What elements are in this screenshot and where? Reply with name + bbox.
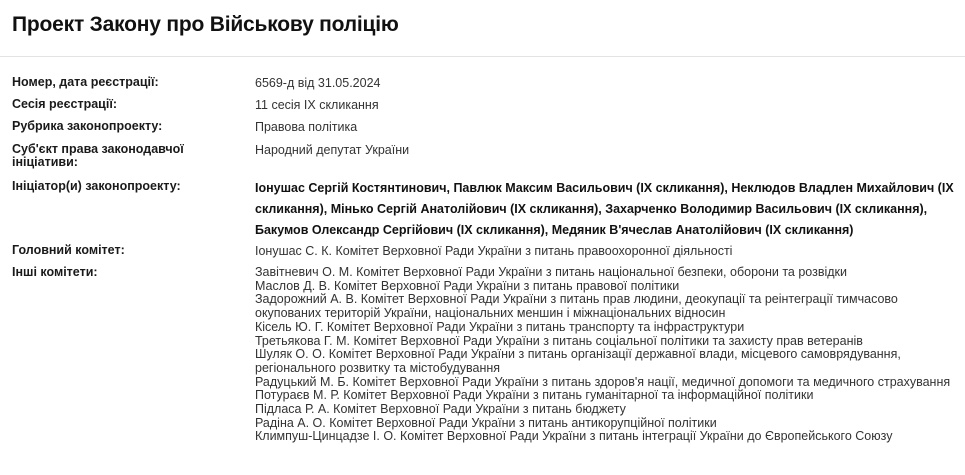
committee-item: Маслов Д. В. Комітет Верховної Ради України з питань правової політики <box>255 278 680 293</box>
value-initiators: Іонушас Сергій Костянтинович, Павлюк Максим Васильович (IX скликання), Неклюдов Владлен Михайлович (IX скликання), Мінько Сергій Анатолійович (IX скликання), Захарченко Володимир Васильович (IX скликання), Бакумов Олександр Сергійович (IX скликання), Медяник В'ячеслав Анатолійович (IX скликання) <box>255 181 954 237</box>
value-session: 11 сесія IX скликання <box>255 98 379 112</box>
label-registration-number: Номер, дата реєстрації: <box>12 75 159 89</box>
committee-item: Завітневич О. М. Комітет Верховної Ради України з питань національної безпеки, оборони та розвідки <box>255 265 847 279</box>
label-rubric: Рубрика законопроекту: <box>12 119 163 133</box>
value-main-committee: Іонушас С. К. Комітет Верховної Ради України з питань правоохоронної діяльності <box>255 244 733 258</box>
committee-item: Підласа Р. А. Комітет Верховної Ради України з питань бюджету <box>255 402 626 417</box>
other-committees-list <box>255 266 955 444</box>
committee-item: Кісель Ю. Г. Комітет Верховної Ради України з питань транспорту та інфраструктури <box>255 319 745 334</box>
committee-item: Климпуш-Цинцадзе І. О. Комітет Верховної Ради України з питань інтеграції України до Європейського Союзу <box>255 429 893 444</box>
committee-item: Радуцький М. Б. Комітет Верховної Ради України з питань здоров'я нації, медичної допомоги та медичного страхування <box>255 374 951 389</box>
committee-item: Третьякова Г. М. Комітет Верховної Ради України з питань соціальної політики та захисту прав ветеранів <box>255 333 863 348</box>
value-initiative-subject: Народний депутат України <box>255 143 410 157</box>
label-initiative-subject: Суб'єкт права законодавчої ініціативи: <box>12 142 184 169</box>
label-session: Сесія реєстрації: <box>12 97 117 111</box>
label-initiators: Ініціатор(и) законопроекту: <box>12 179 181 193</box>
value-registration-number: 6569-д від 31.05.2024 <box>255 76 381 90</box>
label-other-committees: Інші комітети: <box>12 265 98 279</box>
committee-item: Задорожний А. В. Комітет Верховної Ради України з питань прав людини, деокупації та реінтеграції тимчасово окупованих територій України, національних меншин і міжнаціональних відносин <box>255 292 898 321</box>
title-divider <box>0 56 965 57</box>
committee-item: Потураєв М. Р. Комітет Верховної Ради України з питань гуманітарної та інформаційної політики <box>255 388 814 403</box>
committee-item: Радіна А. О. Комітет Верховної Ради України з питань антикорупційної політики <box>255 415 717 430</box>
value-rubric: Правова політика <box>255 120 358 134</box>
committee-item: Шуляк О. О. Комітет Верховної Ради України з питань організації державної влади, місцевого самоврядування, регіонального розвитку та містобудування <box>255 347 901 375</box>
page-title: Проект Закону про Військову поліцію <box>12 13 399 36</box>
label-main-committee: Головний комітет: <box>12 243 125 257</box>
